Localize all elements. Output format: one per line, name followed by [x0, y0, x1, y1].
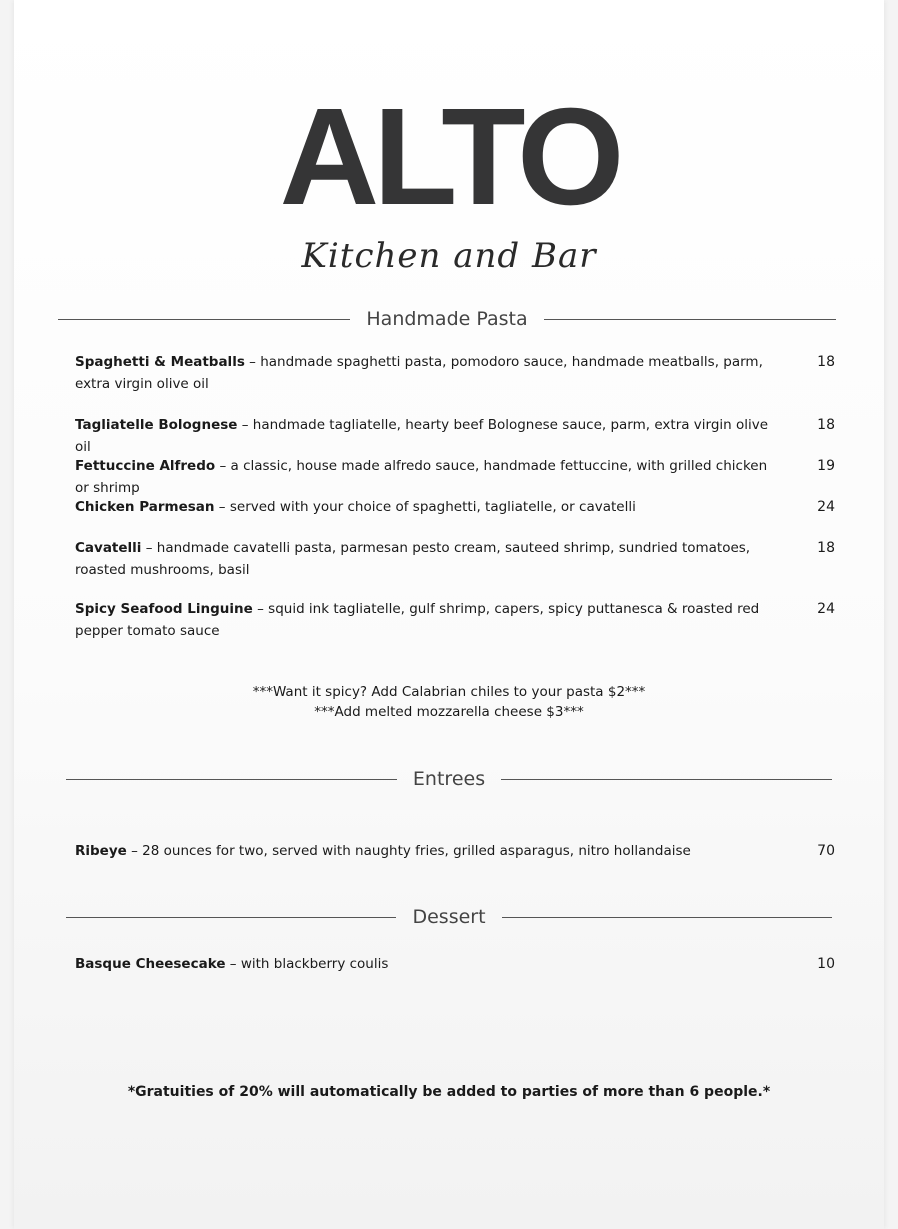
menu-item [75, 351, 835, 395]
item-name: Ribeye [75, 843, 127, 859]
divider-line [501, 779, 832, 780]
tagline: Kitchen and Bar [301, 236, 597, 276]
item-description: handmade tagliatelle, hearty beef Bolognese sauce, parm, extra virgin olive oil [75, 417, 769, 455]
item-separator: – [225, 956, 241, 972]
item-price: 19 [817, 458, 835, 474]
item-description: squid ink tagliatelle, gulf shrimp, capers, spicy puttanesca & roasted red pepper tomato sauce [75, 601, 760, 639]
item-price: 24 [817, 499, 835, 515]
item-name: Tagliatelle Bolognese [75, 417, 238, 433]
item-description: served with your choice of spaghetti, tagliatelle, or cavatelli [229, 499, 636, 515]
divider-line [502, 917, 832, 918]
item-price: 24 [817, 601, 835, 617]
menu-item [75, 537, 835, 581]
divider-line [66, 917, 396, 918]
item-description: handmade spaghetti pasta, pomodoro sauce, handmade meatballs, parm, extra virgin olive oil [75, 354, 763, 392]
item-description: with blackberry coulis [240, 956, 389, 972]
item-name: Cavatelli [75, 540, 142, 556]
item-separator: – [215, 458, 231, 474]
section-title: Entrees [412, 768, 486, 790]
section-header-entrees [66, 767, 832, 791]
divider-line [66, 779, 397, 780]
menu-item [75, 455, 835, 499]
item-price: 70 [817, 843, 835, 859]
section-title: Handmade Pasta [366, 308, 528, 330]
item-name: Basque Cheesecake [75, 956, 226, 972]
divider-line [544, 319, 836, 320]
item-separator: – [141, 540, 157, 556]
item-separator: – [252, 601, 269, 617]
menu-item [75, 496, 835, 518]
item-description: handmade cavatelli pasta, parmesan pesto cream, sauteed shrimp, sundried tomatoes, roasted mushrooms, basil [75, 540, 751, 578]
item-price: 10 [817, 956, 835, 972]
section-title: Dessert [412, 906, 486, 928]
menu-item [75, 414, 835, 458]
item-separator: – [214, 499, 230, 515]
item-separator: – [126, 843, 143, 859]
item-separator: – [244, 354, 261, 370]
menu-item [75, 840, 835, 862]
logo: ALTO [279, 80, 619, 234]
item-name: Fettuccine Alfredo [75, 458, 216, 474]
item-separator: – [237, 417, 253, 433]
section-header-pasta [58, 307, 836, 331]
pasta-addon-note: ***Want it spicy? Add Calabrian chiles to your pasta $2*** [252, 684, 646, 700]
item-price: 18 [817, 354, 835, 370]
item-description: 28 ounces for two, served with naughty fries, grilled asparagus, nitro hollandaise [142, 843, 691, 859]
item-price: 18 [817, 417, 835, 433]
menu-item [75, 598, 835, 642]
item-name: Spicy Seafood Linguine [75, 601, 253, 617]
item-name: Chicken Parmesan [75, 499, 215, 515]
gratuity-note: *Gratuities of 20% will automatically be added to parties of more than 6 people.* [127, 1084, 771, 1100]
section-header-dessert [66, 905, 832, 929]
divider-line [58, 319, 350, 320]
pasta-addon-note: ***Add melted mozzarella cheese $3*** [314, 704, 584, 720]
item-price: 18 [817, 540, 835, 556]
menu-item [75, 953, 835, 975]
item-description: a classic, house made alfredo sauce, handmade fettuccine, with grilled chicken or shrimp [75, 458, 768, 496]
item-name: Spaghetti & Meatballs [75, 354, 245, 370]
